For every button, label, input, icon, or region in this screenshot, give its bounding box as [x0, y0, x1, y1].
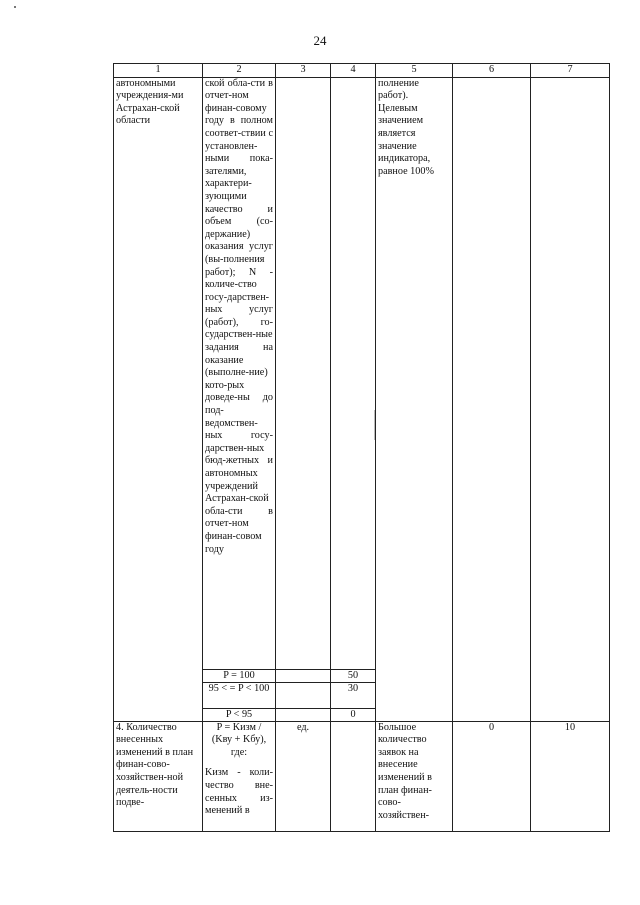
header-col-6: 6	[453, 64, 531, 78]
header-col-1: 1	[114, 64, 203, 78]
row1-points-1: 50	[331, 669, 375, 682]
scan-speck	[14, 6, 16, 8]
row2-unit: ед.	[276, 721, 331, 831]
row1-points-2: 30	[331, 682, 375, 708]
page-number: 24	[313, 33, 327, 48]
row1-description: полнение работ). Целевым значением является значение индикатора, равное 100%	[376, 77, 453, 721]
row2-value-col6: 0	[453, 721, 531, 831]
table-row	[114, 721, 610, 831]
row2-description: Большое количество заявок на внесение изменений в план финан-сово-хозяйствен-	[376, 721, 453, 831]
row1-condition-2: 95 < = P < 100	[203, 682, 275, 708]
header-col-3: 3	[276, 64, 331, 78]
row2-formula-description: Kизм - коли-чество вне-сенных из-менений в	[205, 767, 273, 817]
row2-formula-line-2: (Kву + Kбу),	[211, 734, 267, 746]
row1-col7	[531, 77, 610, 721]
row2-value-col7: 10	[531, 721, 610, 831]
row1-points-cell	[331, 77, 376, 721]
row1-formula-text: ской обла-сти в отчет-ном финан-совому году в полном соответ-ствии с установлен-ными пока-зателями, характери-зующими качество и объем (со-держание) оказания услуг (вы-полнения работ); N - количе-ство госу-дарствен-ных услуг (работ), го-сударствен-ные задания на оказание (выполне-ние) кото-рых доведе-ны до под-ведомствен-ных госу-дарствен-ных бюд-жетных и автономных учреждений Астрахан-ской обла-сти в отчет-ном финан-совом году	[205, 77, 273, 555]
row2-points	[331, 721, 376, 831]
indicator-table	[113, 63, 610, 832]
row2-formula-line-1: P = Kизм /	[216, 721, 262, 733]
row1-indicator-name: автономными учреждения-ми Астрахан-ской области	[114, 77, 203, 721]
row1-points-3: 0	[331, 708, 375, 721]
table-header-row	[114, 64, 610, 78]
header-col-2: 2	[203, 64, 276, 78]
row1-unit-cell	[276, 77, 331, 721]
row2-formula-line-3: где:	[230, 746, 248, 758]
header-col-4: 4	[331, 64, 376, 78]
row1-col6	[453, 77, 531, 721]
row1-condition-3: P < 95	[203, 708, 275, 721]
row1-condition-1: P = 100	[203, 669, 275, 682]
row2-formula-cell	[203, 721, 276, 831]
row2-indicator-name: 4. Количество внесенных изменений в план финан-сово-хозяйствен-ной деятель-ности подве-	[114, 721, 203, 831]
scan-mark	[374, 410, 375, 440]
table-row	[114, 77, 610, 721]
header-col-5: 5	[376, 64, 453, 78]
header-col-7: 7	[531, 64, 610, 78]
row1-formula-cell	[203, 77, 276, 721]
